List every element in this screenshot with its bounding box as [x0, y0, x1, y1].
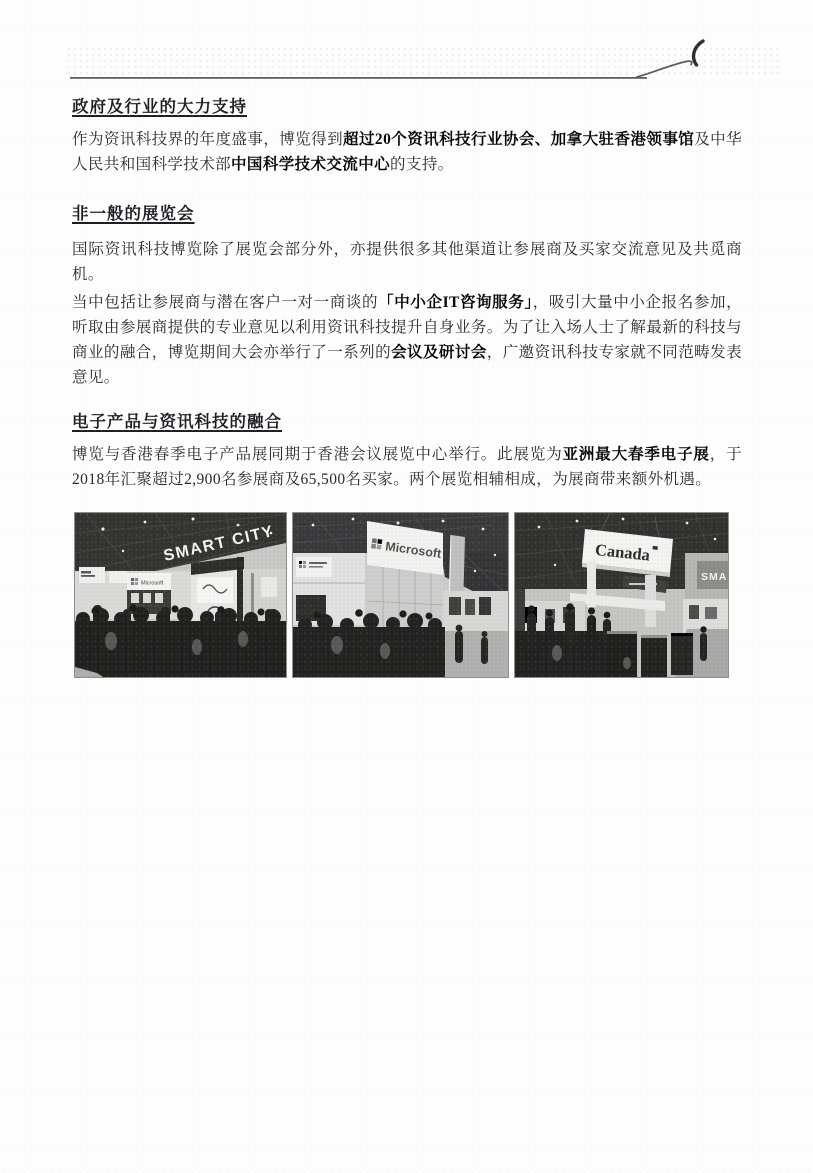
- text-run: ，于2018年汇聚超过2,900名参展商及65,500名买家。两个展览相辅相成，为展商带来额外机遇。: [72, 446, 742, 488]
- text-run-bold: 亚洲最大春季电子展: [562, 446, 710, 463]
- text-run: ，广邀资讯科技专家就不同范畴发表意见。: [72, 344, 742, 386]
- photo-microsoft-booth: [292, 512, 509, 678]
- paragraph-sme-it-consulting: [72, 290, 742, 390]
- exhibition-photos-row: [74, 512, 742, 678]
- text-run: ，吸引大量中小企报名参加，听取由参展商提供的专业意见以利用资讯科技提升自身业务。为了让入场人士了解最新的科技与商业的融合，博览期间大会亦举行了一系列的: [72, 294, 743, 361]
- text-run-bold: 会议及研讨会: [391, 344, 487, 361]
- photo-smart-city-hall: [74, 512, 287, 678]
- text-run: 当中包括让参展商与潜在客户一对一商谈的: [72, 294, 379, 311]
- paragraph-spring-electronics-fair: [72, 442, 742, 492]
- text-run-bold: 超过20个资讯科技行业协会、加拿大驻香港领事馆: [343, 131, 695, 148]
- document-body: [72, 96, 742, 678]
- text-run: 博览与香港春季电子产品展同期于香港会议展览中心举行。此展览为: [72, 446, 563, 463]
- paragraph-exhibition-channels: [72, 237, 742, 287]
- text-run-bold: 「中小企IT咨询服务」: [378, 294, 533, 311]
- header-rule: [70, 77, 647, 79]
- text-run: 的支持。: [390, 156, 454, 173]
- text-run: 作为资讯科技界的年度盛事，博览得到: [72, 131, 344, 148]
- text-run: 及中华人民共和国科学技术部: [72, 131, 743, 173]
- text-run-bold: 中国科学技术交流中心: [231, 156, 391, 173]
- heading-electronics-it-fusion: 电子产品与资讯科技的融合: [72, 412, 282, 431]
- pen-mark-icon: [634, 36, 714, 84]
- photo-canada-pavilion: [514, 512, 729, 678]
- paragraph-government-support: [72, 127, 742, 177]
- text-run: 国际资讯科技博览除了展览会部分外，亦提供很多其他渠道让参展商及买家交流意见及共觅商机。: [72, 241, 742, 283]
- heading-government-support: 政府及行业的大力支持: [72, 97, 247, 116]
- heading-extraordinary-exhibition: 非一般的展览会: [72, 204, 195, 223]
